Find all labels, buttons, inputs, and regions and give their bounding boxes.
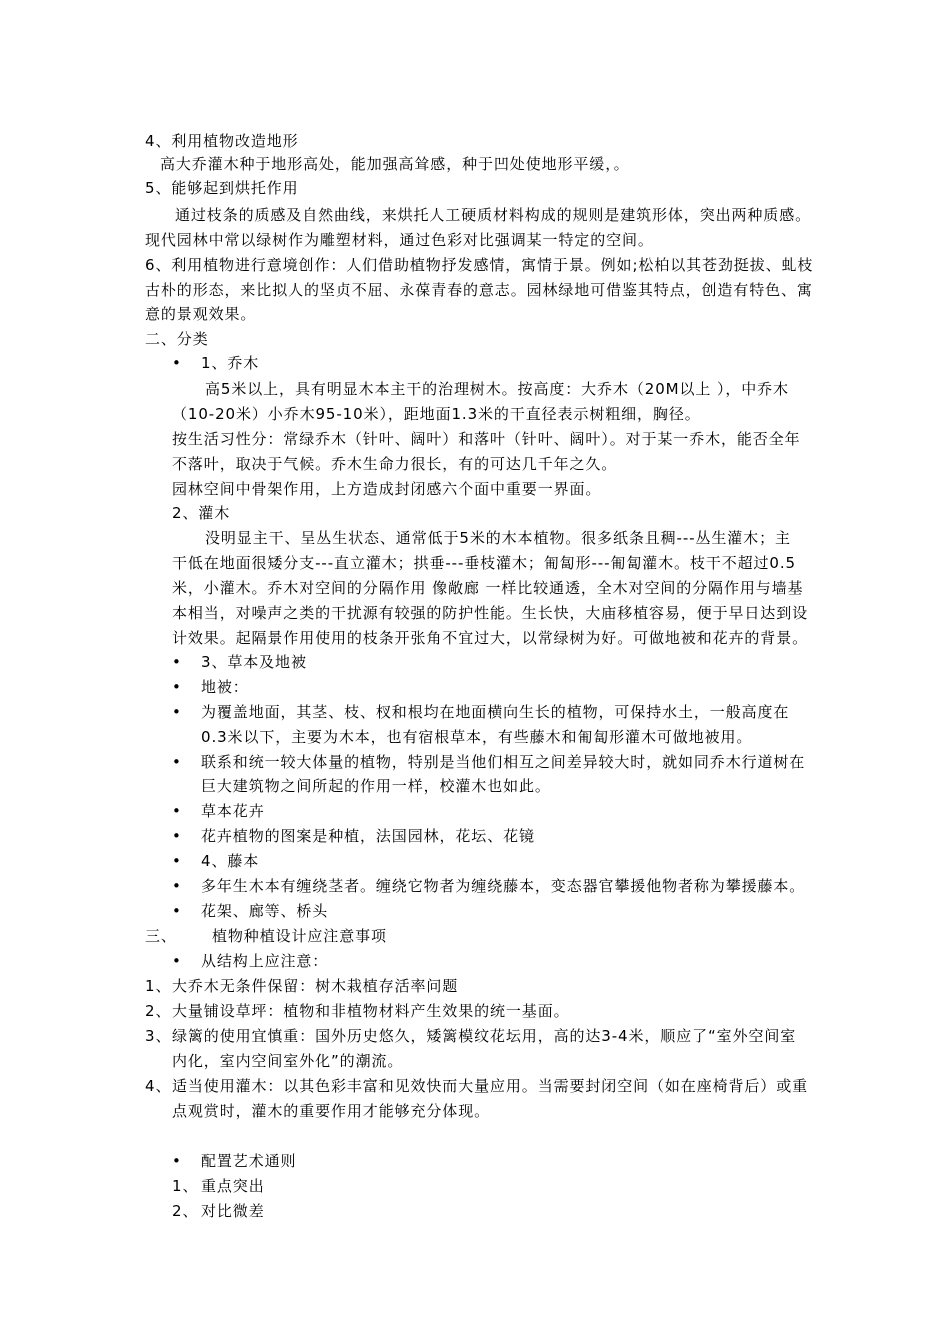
paragraph-line: 计效果。起隔景作用使用的枝条开张角不宜过大，以常绿树为好。可做地被和花卉的背景。 xyxy=(172,629,809,647)
numbered-item: 重点突出 xyxy=(201,1177,265,1195)
heading-foil: 5、能够起到烘托作用 xyxy=(145,179,299,197)
list-item-continuation: 0.3米以下，主要为木本，也有宿根草本，有些藤木和匍匐形灌木可做地被用。 xyxy=(201,728,753,746)
bullet-marker: • xyxy=(172,354,181,372)
list-item-continuation: 巨大建筑物之间所起的作用一样，校灌木也如此。 xyxy=(201,777,551,795)
subheading-trees: 1、乔木 xyxy=(201,354,260,372)
paragraph-line: 园林空间中骨架作用，上方造成封闭感六个面中重要一界面。 xyxy=(172,480,602,498)
paragraph-line: 古朴的形态，来比拟人的坚贞不屈、永葆青春的意志。园林绿地可借鉴其特点，创造有特色、寓 xyxy=(145,281,813,299)
item-number: 3、 xyxy=(145,1027,172,1045)
list-item: 从结构上应注意： xyxy=(201,952,329,970)
paragraph-line: 通过枝条的质感及自然曲线，来烘托人工硬质材料构成的规则是建筑形体，突出两种质感。 xyxy=(175,206,812,224)
numbered-item: 适当使用灌木：以其色彩丰富和见效快而大量应用。当需要封闭空间（如在座椅背后）或重 xyxy=(172,1077,809,1095)
item-number: 1、 xyxy=(145,977,172,995)
subheading-principles: 配置艺术通则 xyxy=(201,1152,297,1170)
subheading-herbs: 3、草本及地被 xyxy=(201,653,307,671)
numbered-item: 大乔木无条件保留：树木栽植存活率问题 xyxy=(172,977,459,995)
bullet-marker: • xyxy=(172,902,181,920)
list-item: 为覆盖地面，其茎、枝、杈和根均在地面横向生长的植物，可保持水土，一般高度在 xyxy=(201,703,790,721)
list-item: 草本花卉 xyxy=(201,802,265,820)
paragraph-line: 按生活习性分：常绿乔木（针叶、阔叶）和落叶（针叶、阔叶）。对于某一乔木，能否全年 xyxy=(172,430,801,448)
numbered-item-continuation: 点观赏时，灌木的重要作用才能够充分体现。 xyxy=(172,1102,491,1120)
numbered-item: 绿篱的使用宜慎重：国外历史悠久，矮篱模纹花坛用，高的达3-4米，顺应了“室外空间室 xyxy=(172,1027,797,1045)
bullet-marker: • xyxy=(172,753,181,771)
paragraph-line: 高大乔灌木种于地形高处，能加强高耸感，种于凹处使地形平缓，。 xyxy=(160,155,630,173)
numbered-item: 大量铺设草坪：植物和非植物材料产生效果的统一基面。 xyxy=(172,1002,570,1020)
heading-terrain: 4、利用植物改造地形 xyxy=(145,132,299,150)
paragraph-line: 米，小灌木。乔木对空间的分隔作用 像敞廊 一样比较通透，全木对空间的分隔作用与墙基 xyxy=(172,579,804,597)
paragraph-line: 干低在地面很矮分支---直立灌木；拱垂---垂枝灌木；匍匐形---匍匐灌木。枝干不超过0.5 xyxy=(172,554,796,572)
list-item: 多年生木本有缠绕茎者。缠绕它物者为缠绕藤本，变态器官攀援他物者称为攀援藤本。 xyxy=(201,877,806,895)
item-number: 2、 xyxy=(145,1002,172,1020)
subheading-vines: 4、藤本 xyxy=(201,852,260,870)
heading-mood: 6、利用植物进行意境创作：人们借助植物抒发感情，寓情于景。例如;松柏以其苍劲挺拔、虬枝 xyxy=(145,256,814,274)
paragraph-line: 现代园林中常以绿树作为雕塑材料，通过色彩对比强调某一特定的空间。 xyxy=(145,231,654,249)
bullet-marker: • xyxy=(172,1152,181,1170)
list-item: 花卉植物的图案是种植，法国园林，花坛、花镜 xyxy=(201,827,535,845)
list-item: 花架、廊等、桥头 xyxy=(201,902,329,920)
bullet-marker: • xyxy=(172,678,181,696)
section-heading-classification: 二、分类 xyxy=(145,330,209,348)
bullet-marker: • xyxy=(172,703,181,721)
bullet-marker: • xyxy=(172,852,181,870)
section-heading-notes: 植物种植设计应注意事项 xyxy=(212,927,387,945)
paragraph-line: 本相当，对噪声之类的干扰源有较强的防护性能。生长快，大庙移植容易，便于早日达到设 xyxy=(172,604,809,622)
list-item: 联系和统一较大体量的植物，特别是当他们相互之间差异较大时，就如同乔木行道树在 xyxy=(201,753,806,771)
list-item: 地被： xyxy=(201,678,249,696)
subheading-shrubs: 2、灌木 xyxy=(172,504,231,522)
bullet-marker: • xyxy=(172,802,181,820)
item-number: 4、 xyxy=(145,1077,172,1095)
item-number: 1、 xyxy=(172,1177,199,1195)
item-number: 2、 xyxy=(172,1202,199,1220)
bullet-marker: • xyxy=(172,952,181,970)
bullet-marker: • xyxy=(172,877,181,895)
paragraph-line: （10-20米）小乔木95-10米），距地面1.3米的干直径表示树粗细，胸径。 xyxy=(172,405,701,423)
paragraph-line: 意的景观效果。 xyxy=(145,305,257,323)
numbered-item-continuation: 内化，室内空间室外化”的潮流。 xyxy=(172,1052,404,1070)
paragraph-line: 高5米以上，具有明显木本主干的治理树木。按高度：大乔木（20M以上 ），中乔木 xyxy=(205,380,789,398)
numbered-item: 对比微差 xyxy=(201,1202,265,1220)
section-number: 三、 xyxy=(145,927,177,945)
bullet-marker: • xyxy=(172,653,181,671)
paragraph-line: 不落叶，取决于气候。乔木生命力很长，有的可达几千年之久。 xyxy=(172,455,618,473)
paragraph-line: 没明显主干、呈丛生状态、通常低于5米的木本植物。很多纸条且稠---丛生灌木；主 xyxy=(205,529,791,547)
bullet-marker: • xyxy=(172,827,181,845)
